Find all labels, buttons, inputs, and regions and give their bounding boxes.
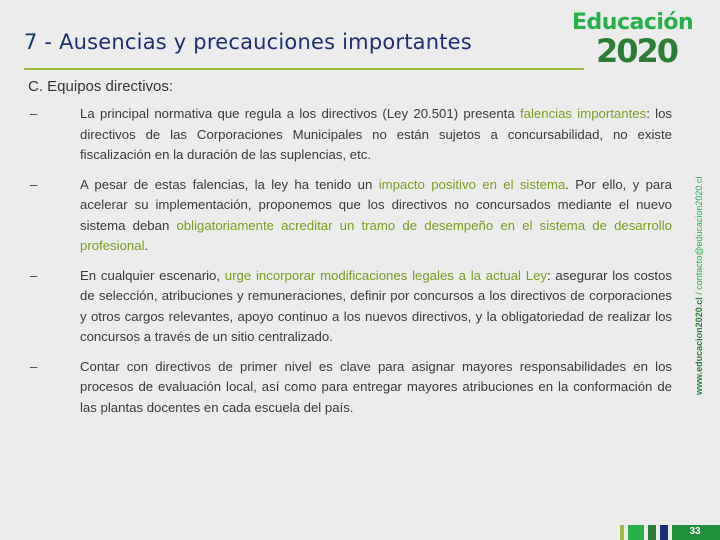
bullet-text: En cualquier escenario, [80, 267, 225, 283]
bullet-dash: – [30, 176, 38, 192]
logo-word: Educación [572, 10, 694, 35]
educacion-2020-logo [566, 10, 694, 70]
bullet-text: : los directivos de las Corporaciones Municipales no están sujetos a concursabilidad, no existe fiscalización en la duración de las suplencias, etc. [80, 106, 672, 162]
bullet-item [30, 104, 672, 166]
page-number: 33 [689, 526, 701, 537]
bullet-text: La principal normativa que regula a los directivos (Ley 20.501) presenta [80, 106, 520, 121]
footer-bar [648, 525, 656, 540]
bullet-text: A pesar de estas falencias, la ley ha tenido un [80, 176, 379, 192]
bullet-text: . [144, 238, 149, 253]
bullet-highlight: obligatoriamente acreditar un tramo de desempeño en el sistema de desarrollo profesional [80, 217, 672, 253]
bullet-item [30, 175, 672, 257]
slide-title: 7 - Ausencias y precauciones importantes [24, 30, 472, 54]
bullet-text: . Por ello, y para acelerar su implementación, proponemos que los directivos no concursados mediante el nuevo sistema deban [80, 176, 672, 233]
footer-bar [620, 525, 624, 540]
bullet-dash: – [30, 267, 38, 283]
side-url-contact: / contacto@educacion2020.cl [694, 176, 704, 298]
bullet-list [30, 104, 672, 427]
bullet-dash: – [30, 106, 38, 121]
side-url-site: www.educacion2020.cl [694, 297, 704, 395]
footer-bar [660, 525, 668, 540]
bullet-highlight: falencias importantes [519, 106, 647, 121]
side-url [694, 177, 704, 395]
bullet-item [30, 357, 672, 419]
title-underline [24, 68, 584, 70]
footer-bar [628, 525, 644, 540]
bullet-dash: – [30, 358, 38, 374]
section-heading: C. Equipos directivos: [28, 78, 174, 95]
bullet-text: : asegurar los costos de selección, atribuciones y remuneraciones, definir por concursos a los directivos de corporaciones y otros cargos relevantes, apoyo continuo a los nuevos directivos, y la obligatoriedad de realizar los concursos a través de un sitio centralizado. [80, 267, 672, 344]
bullet-highlight: impacto positivo en el sistema [378, 176, 566, 192]
logo-year: 2020 [596, 32, 678, 70]
bullet-text: Contar con directivos de primer nivel es clave para asignar mayores responsabilidades en los procesos de evaluación local, así como para entregar mayores atribuciones en la conformación de las plantas docentes en cada escuela del país. [80, 358, 672, 415]
bullet-item [30, 266, 672, 348]
bullet-highlight: urge incorporar modificaciones legales a la actual Ley [224, 267, 547, 283]
